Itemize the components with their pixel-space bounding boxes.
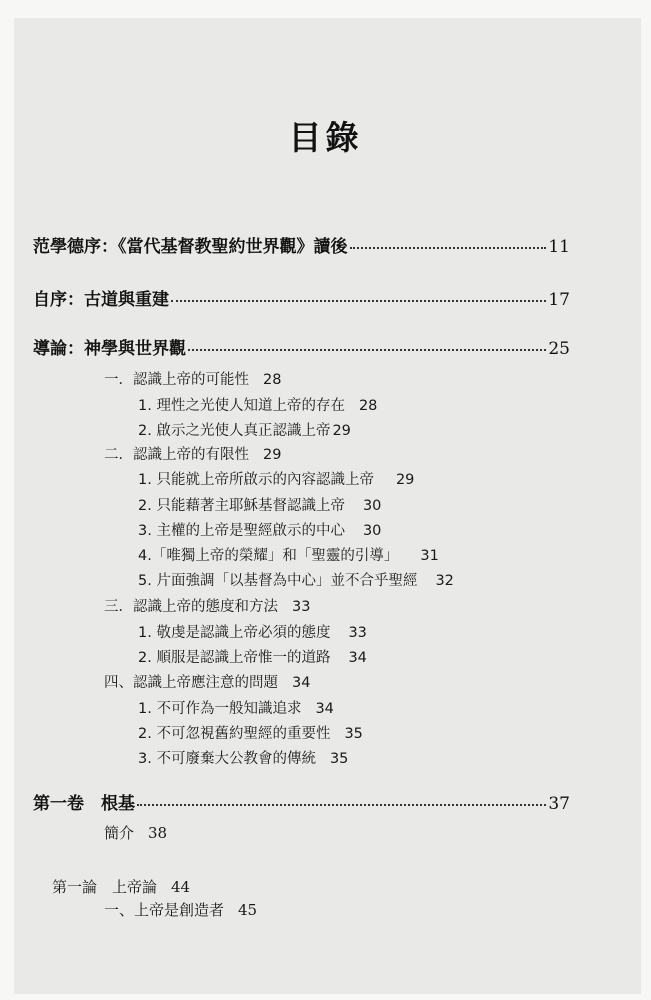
scan-border-bottom: [0, 994, 651, 1000]
dot-leader: [137, 804, 546, 806]
toc-subitem[interactable]: 四、認識上帝應注意的問題 34: [104, 675, 311, 691]
toc-subitem[interactable]: 1. 不可作為一般知識追求 34: [138, 701, 334, 717]
toc-entry-label: 范學德序：《當代基督教聖約世界觀》讀後: [33, 237, 348, 257]
toc-subitem[interactable]: 3. 主權的上帝是聖經啟示的中心 30: [138, 523, 382, 539]
toc-entry-preface-fan[interactable]: [33, 232, 570, 257]
toc-subitem[interactable]: 1. 理性之光使人知道上帝的存在 28: [138, 398, 378, 414]
scan-border-top: [0, 0, 651, 18]
toc-entry-author-preface[interactable]: [33, 285, 570, 310]
toc-subitem[interactable]: 4.「唯獨上帝的榮耀」和「聖靈的引導」 31: [138, 548, 439, 564]
toc-entry-label: 導論：神學與世界觀: [33, 339, 186, 359]
toc-entry-volume-one[interactable]: [33, 789, 570, 814]
toc-entry-label: 自序：古道與重建: [33, 290, 169, 310]
page-title: 目錄: [288, 118, 363, 157]
toc-subitem[interactable]: 2. 不可忽視舊約聖經的重要性 35: [138, 726, 363, 742]
toc-subitem[interactable]: 二．認識上帝的有限性 29: [104, 447, 282, 463]
toc-subitem[interactable]: 1. 敬虔是認識上帝必須的態度 33: [138, 625, 367, 641]
toc-subitem[interactable]: 一．認識上帝的可能性 28: [104, 372, 282, 388]
toc-subitem[interactable]: 2. 啟示之光使人真正認識上帝 29: [138, 423, 351, 439]
dot-leader: [188, 349, 546, 351]
toc-subitem[interactable]: 三．認識上帝的態度和方法 33: [104, 599, 311, 615]
dot-leader: [350, 247, 547, 249]
toc-subitem[interactable]: 2. 只能藉著主耶穌基督認識上帝 30: [138, 498, 382, 514]
dot-leader: [171, 300, 546, 302]
toc-subitem[interactable]: 2. 順服是認識上帝惟一的道路 34: [138, 650, 367, 666]
toc-subitem[interactable]: 5. 片面強調「以基督為中心」並不合乎聖經 32: [138, 573, 454, 589]
toc-subitem[interactable]: 1. 只能就上帝所啟示的內容認識上帝 29: [138, 472, 415, 488]
toc-entry-page: 11: [548, 237, 570, 257]
toc-entry-introduction[interactable]: [33, 334, 570, 359]
toc-entry-page: 17: [548, 290, 570, 310]
toc-entry-page: 25: [548, 339, 570, 359]
toc-entry-label: 第一卷 根基: [33, 794, 135, 814]
toc-entry-page: 37: [548, 794, 570, 814]
toc-chapter-doctrine-of-god[interactable]: 第一論 上帝論 44: [52, 878, 191, 896]
toc-subitem[interactable]: 一、上帝是創造者 45: [104, 901, 258, 919]
toc-subitem[interactable]: 3. 不可廢棄大公教會的傳統 35: [138, 751, 349, 767]
toc-subitem-introduction[interactable]: 簡介 38: [104, 824, 168, 842]
